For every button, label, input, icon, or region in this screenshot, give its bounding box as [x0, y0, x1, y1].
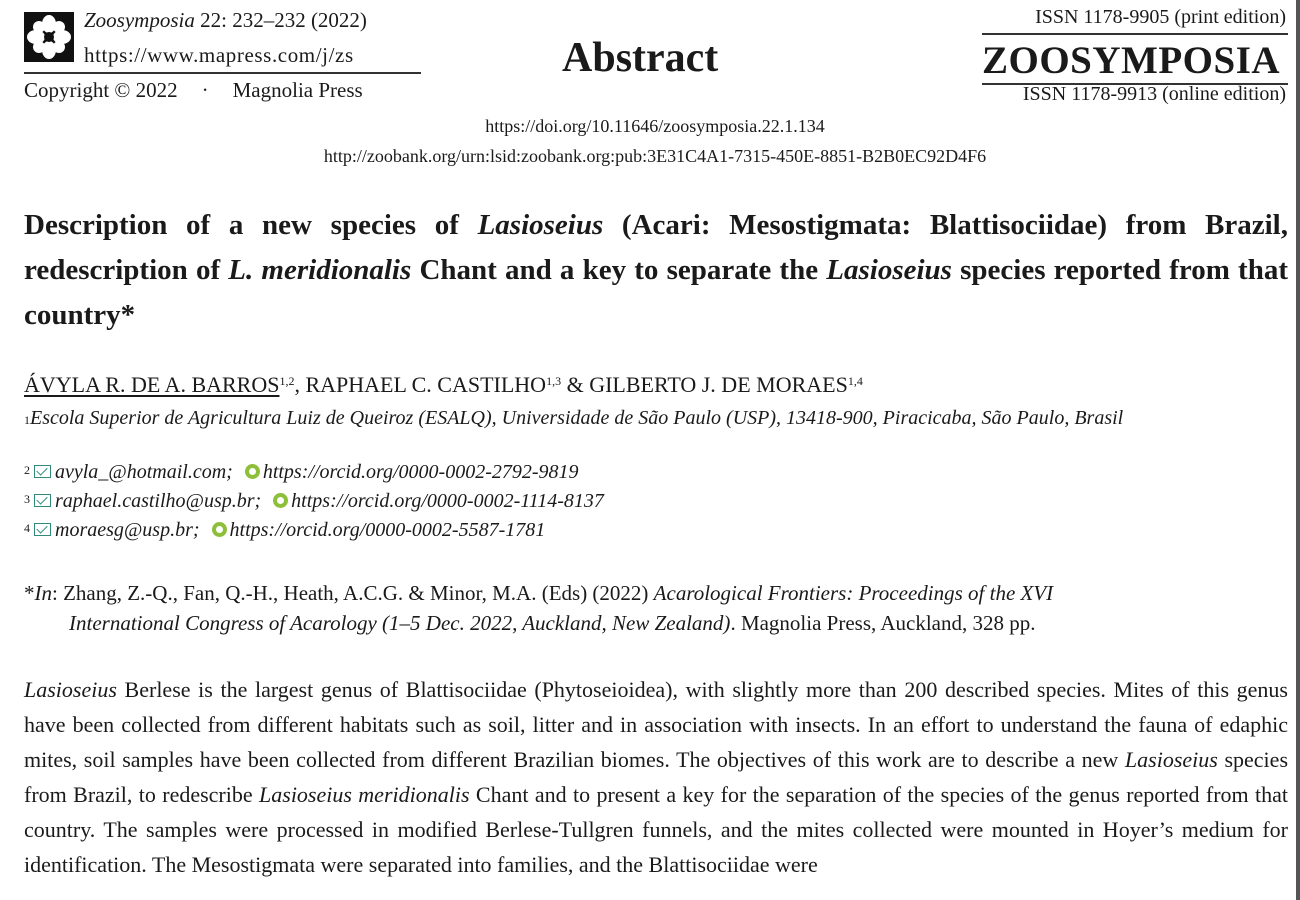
abstract-genus: Lasioseius [24, 677, 117, 702]
orcid-link[interactable]: https://orcid.org/0000-0002-2792-9819 [262, 461, 579, 483]
orcid-icon [273, 493, 288, 508]
author-list [24, 372, 863, 398]
author-ampersand: & [561, 372, 590, 397]
separator-dot: · [201, 78, 209, 102]
contact-line [24, 490, 604, 513]
author-name: GILBERTO J. DE MORAES [589, 372, 848, 397]
email-link[interactable]: raphael.castilho@usp.br; [55, 490, 262, 512]
citation-line-2 [24, 608, 1288, 638]
citation-publisher: . Magnolia Press, Auckland, 328 pp. [730, 611, 1036, 635]
zoobank-text[interactable]: http://zoobank.org/urn:lsid:zoobank.org:pub:3E31C4A1-7315-450E-8851-B2B0EC92D4F6 [323, 146, 987, 166]
orcid-link[interactable]: https://orcid.org/0000-0002-5587-1781 [229, 519, 546, 541]
title-genus: Lasioseius [826, 254, 952, 286]
abstract-species: Lasioseius meridionalis [259, 782, 470, 807]
orcid-icon [212, 522, 227, 537]
header-rule-right-top [982, 33, 1288, 35]
publisher-name: Magnolia Press [232, 78, 363, 102]
abstract-text: Berlese is the largest genus of Blattisociidae (Phytoseioidea), with slightly more than 200 described species. Mites of this genus have been collected from different habitats such as soil, litter and in association with insects. In an effort to understand the fauna of edaphic mites, soil samples have been collected from different Brazilian biomes. The objectives of this work are to describe a new [24, 677, 1288, 772]
contact-sup: 3 [24, 492, 30, 506]
issn-print: ISSN 1178-9905 (print edition) [1035, 6, 1286, 28]
contact-sup: 2 [24, 463, 30, 477]
author-name: RAPHAEL C. CASTILHO [305, 372, 547, 397]
title-genus: Lasioseius [477, 209, 604, 241]
title-part: species reported from that country* [24, 254, 1288, 331]
copyright-line [24, 78, 363, 103]
orcid-icon [245, 464, 260, 479]
email-link[interactable]: avyla_@hotmail.com; [55, 461, 233, 483]
affiliation-text: Escola Superior de Agricultura Luiz de Queiroz (ESALQ), Universidade de São Paulo (USP), 13418-900, Piracicaba, São Paulo, Brasil [30, 407, 1124, 429]
abstract-text: species from Brazil, to redescribe [24, 747, 1288, 807]
citation-line-1 [24, 578, 1288, 608]
header-rule-left [24, 72, 421, 74]
email-icon [34, 465, 51, 478]
author-name[interactable]: ÁVYLA R. DE A. BARROS [24, 372, 280, 397]
citation-marker: * [24, 581, 35, 605]
author-affil-sup: 1,3 [546, 374, 562, 388]
title-species: L. meridionalis [228, 254, 412, 286]
affiliation [24, 404, 1288, 433]
journal-url-link[interactable]: https://www.mapress.com/j/zs [84, 43, 354, 67]
email-icon [34, 523, 51, 536]
title-part: Chant and a key to separate the [411, 254, 827, 286]
title-part: (Acari: Mesostigmata: Blattisociidae) from Brazil, redescription of [24, 209, 1288, 286]
abstract-text: Chant and to present a key for the separation of the species of the genus reported from that country. The samples were processed in modified Berlese-Tullgren funnels, and the mites collected were mounted in Hoyer’s medium for identification. The Mesostigmata were separated into families, and the Blattisociidae were [24, 782, 1289, 877]
issn-online: ISSN 1178-9913 (online edition) [1022, 83, 1286, 105]
citation-book-title: Acarological Frontiers: Proceedings of the XVI [653, 581, 1054, 605]
contact-line [24, 519, 545, 542]
citation-book-title: International Congress of Acarology (1–5 Dec. 2022, Auckland, New Zealand) [69, 611, 731, 635]
proceedings-citation [24, 578, 1288, 638]
author-separator: , [294, 372, 306, 397]
copyright-text: Copyright © 2022 [24, 78, 178, 102]
abstract-genus: Lasioseius [1124, 747, 1218, 772]
citation-editors: : Zhang, Z.-Q., Fan, Q.-H., Heath, A.C.G. & Minor, M.A. (Eds) (2022) [52, 581, 654, 605]
flower-logo-icon [24, 12, 74, 62]
doi-text[interactable]: https://doi.org/10.11646/zoosymposia.22.1.134 [485, 116, 825, 136]
contact-sup: 4 [24, 521, 30, 535]
journal-name: Zoosymposia [84, 8, 195, 32]
title-part: Description of a new species of [24, 209, 478, 241]
journal-volume: 22: 232–232 (2022) [200, 8, 367, 32]
abstract-body [24, 672, 1288, 882]
doi-link[interactable] [0, 116, 1300, 137]
journal-citation [84, 8, 367, 33]
journal-brand: ZOOSYMPOSIA [982, 39, 1281, 82]
zoobank-link[interactable] [0, 146, 1300, 167]
email-link[interactable]: moraesg@usp.br; [55, 519, 200, 541]
article-title [24, 203, 1288, 338]
email-icon [34, 494, 51, 507]
section-title: Abstract [562, 35, 719, 81]
author-affil-sup: 1,4 [847, 374, 863, 388]
citation-in: In [34, 581, 52, 605]
orcid-link[interactable]: https://orcid.org/0000-0002-1114-8137 [291, 490, 604, 512]
contact-line [24, 461, 579, 484]
affiliation-sup: 1 [24, 413, 30, 427]
author-affil-sup: 1,2 [279, 374, 295, 388]
